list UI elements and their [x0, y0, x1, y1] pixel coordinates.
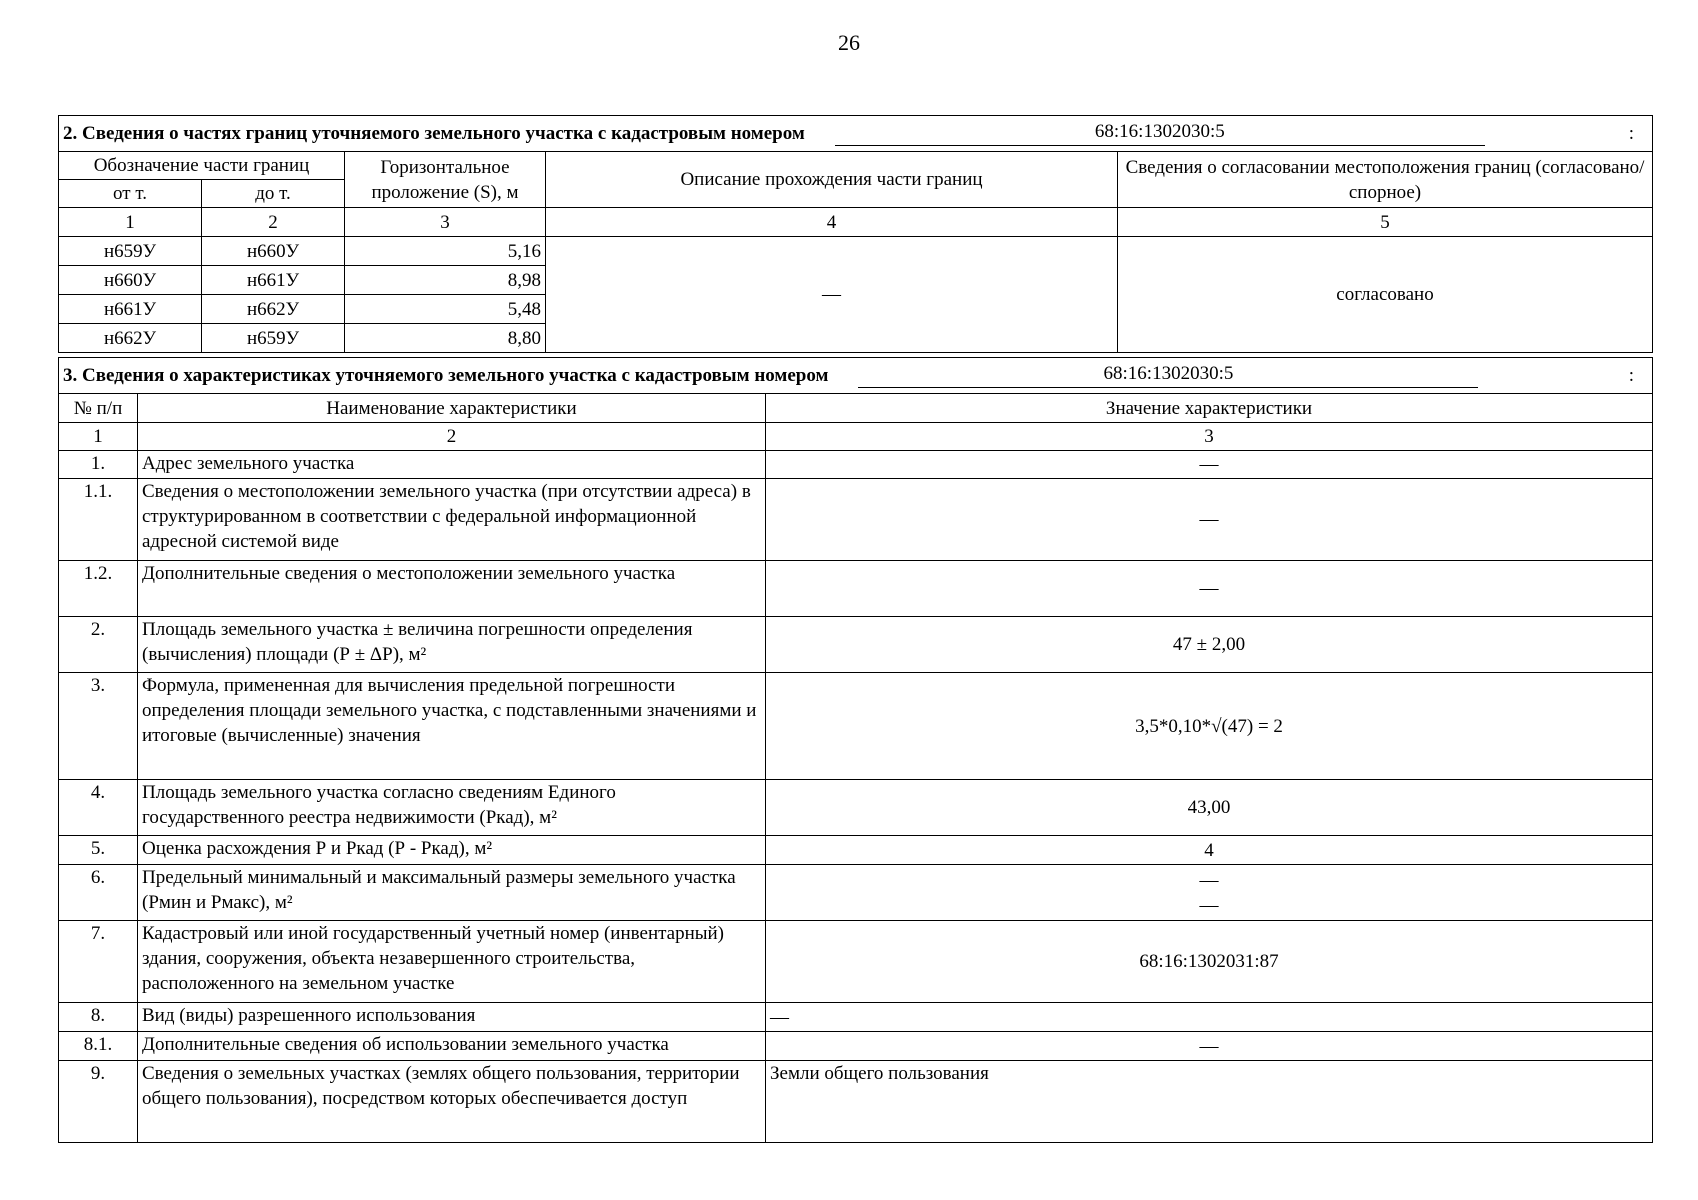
horizontal-distance: 8,98 [345, 266, 546, 295]
row-number: 1.2. [59, 561, 138, 617]
name-header: Наименование характеристики [138, 394, 766, 423]
characteristic-value: 43,00 [766, 780, 1653, 836]
from-point-header: от т. [59, 180, 202, 208]
table-row [59, 865, 1653, 921]
from-point: н662У [59, 324, 202, 353]
characteristic-value: 47 ± 2,00 [766, 617, 1653, 673]
characteristic-name: Вид (виды) разрешенного использования [138, 1003, 766, 1032]
characteristic-value: — [766, 561, 1653, 617]
max-size-value: — [1199, 894, 1219, 916]
characteristic-value: 4 [766, 836, 1653, 865]
part-designation-header: Обозначение части границ [59, 152, 345, 180]
table-row [59, 237, 1653, 266]
min-size-value: — [1199, 869, 1219, 891]
table-row [59, 921, 1653, 1003]
row-number: 8. [59, 1003, 138, 1032]
section3-cadastral-number: 68:16:1302030:5 [858, 363, 1478, 388]
characteristic-value: — [766, 1032, 1653, 1061]
row-number: 6. [59, 865, 138, 921]
characteristic-name: Дополнительные сведения о местоположении земельного участка [138, 561, 766, 617]
characteristic-name: Адрес земельного участка [138, 451, 766, 479]
col-number: 1 [59, 423, 138, 451]
col-number: 2 [202, 208, 345, 237]
col-number: 5 [1118, 208, 1653, 237]
section3-header [59, 358, 1653, 394]
characteristic-name: Площадь земельного участка ± величина погрешности определения (вычисления) площади (Р ± ΔР), м² [138, 617, 766, 673]
section2-cadastral-number: 68:16:1302030:5 [835, 121, 1485, 146]
page-number: 26 [838, 30, 860, 55]
characteristic-name: Кадастровый или иной государственный учетный номер (инвентарный) здания, сооружения, объекта незавершенного строительства, расположенного на земельном участке [138, 921, 766, 1003]
from-point: н659У [59, 237, 202, 266]
to-point: н659У [202, 324, 345, 353]
agreement-value: согласовано [1118, 237, 1653, 353]
characteristic-name: Предельный минимальный и максимальный размеры земельного участка (Рмин и Рмакс), м² [138, 865, 766, 921]
table-row [59, 673, 1653, 780]
value-header: Значение характеристики [766, 394, 1653, 423]
horizontal-distance: 5,48 [345, 295, 546, 324]
from-point: н660У [59, 266, 202, 295]
characteristic-value: — [766, 479, 1653, 561]
to-point-header: до т. [202, 180, 345, 208]
row-number: 7. [59, 921, 138, 1003]
row-number: 2. [59, 617, 138, 673]
table-row [59, 780, 1653, 836]
characteristic-value: Земли общего пользования [766, 1061, 1653, 1143]
from-point: н661У [59, 295, 202, 324]
table-row [59, 1061, 1653, 1143]
row-number: 3. [59, 673, 138, 780]
num-header: № п/п [59, 394, 138, 423]
row-number: 4. [59, 780, 138, 836]
to-point: н661У [202, 266, 345, 295]
table-row [59, 617, 1653, 673]
section2-colon: : [1628, 123, 1635, 144]
characteristic-value: — [766, 1003, 1653, 1032]
col-number: 3 [345, 208, 546, 237]
table-row [59, 479, 1653, 561]
col-number: 4 [546, 208, 1118, 237]
agreement-header: Сведения о согласовании местоположения границ (согласовано/спорное) [1118, 152, 1653, 208]
section3-title: 3. Сведения о характеристиках уточняемого земельного участка с кадастровым номером [63, 365, 829, 386]
characteristic-value-pair [766, 865, 1653, 921]
section2-title: 2. Сведения о частях границ уточняемого земельного участка с кадастровым номером [63, 123, 805, 144]
col-number: 1 [59, 208, 202, 237]
horizontal-distance: 8,80 [345, 324, 546, 353]
characteristic-value: 3,5*0,10*√(47) = 2 [766, 673, 1653, 780]
table-row [59, 1003, 1653, 1032]
characteristic-name: Формула, примененная для вычисления предельной погрешности определения площади земельного участка, с подставленными значениями и итоговые (вычисленные) значения [138, 673, 766, 780]
row-number: 9. [59, 1061, 138, 1143]
description-value: — [546, 237, 1118, 353]
horizontal-distance-header: Горизонтальное проложение (S), м [345, 152, 546, 208]
table-row [59, 561, 1653, 617]
description-header: Описание прохождения части границ [546, 152, 1118, 208]
characteristic-name: Сведения о местоположении земельного участка (при отсутствии адреса) в структурированном в соответствии с федеральной информационной адресной системой виде [138, 479, 766, 561]
row-number: 1. [59, 451, 138, 479]
table-row [59, 451, 1653, 479]
characteristic-name: Сведения о земельных участках (землях общего пользования, территории общего пользования), посредством которых обеспечивается доступ [138, 1061, 766, 1143]
col-number: 3 [766, 423, 1653, 451]
table-row [59, 836, 1653, 865]
characteristic-value: 68:16:1302031:87 [766, 921, 1653, 1003]
row-number: 5. [59, 836, 138, 865]
characteristic-name: Дополнительные сведения об использовании земельного участка [138, 1032, 766, 1061]
characteristic-name: Оценка расхождения Р и Ркад (Р - Ркад), м² [138, 836, 766, 865]
to-point: н662У [202, 295, 345, 324]
characteristic-value: — [766, 451, 1653, 479]
horizontal-distance: 5,16 [345, 237, 546, 266]
to-point: н660У [202, 237, 345, 266]
section3-colon: : [1628, 365, 1635, 386]
section2-header [59, 116, 1653, 152]
col-number: 2 [138, 423, 766, 451]
characteristics-table [58, 357, 1653, 1143]
row-number: 8.1. [59, 1032, 138, 1061]
table-row [59, 1032, 1653, 1061]
boundary-parts-table [58, 115, 1653, 353]
characteristic-name: Площадь земельного участка согласно сведениям Единого государственного реестра недвижимости (Ркад), м² [138, 780, 766, 836]
row-number: 1.1. [59, 479, 138, 561]
